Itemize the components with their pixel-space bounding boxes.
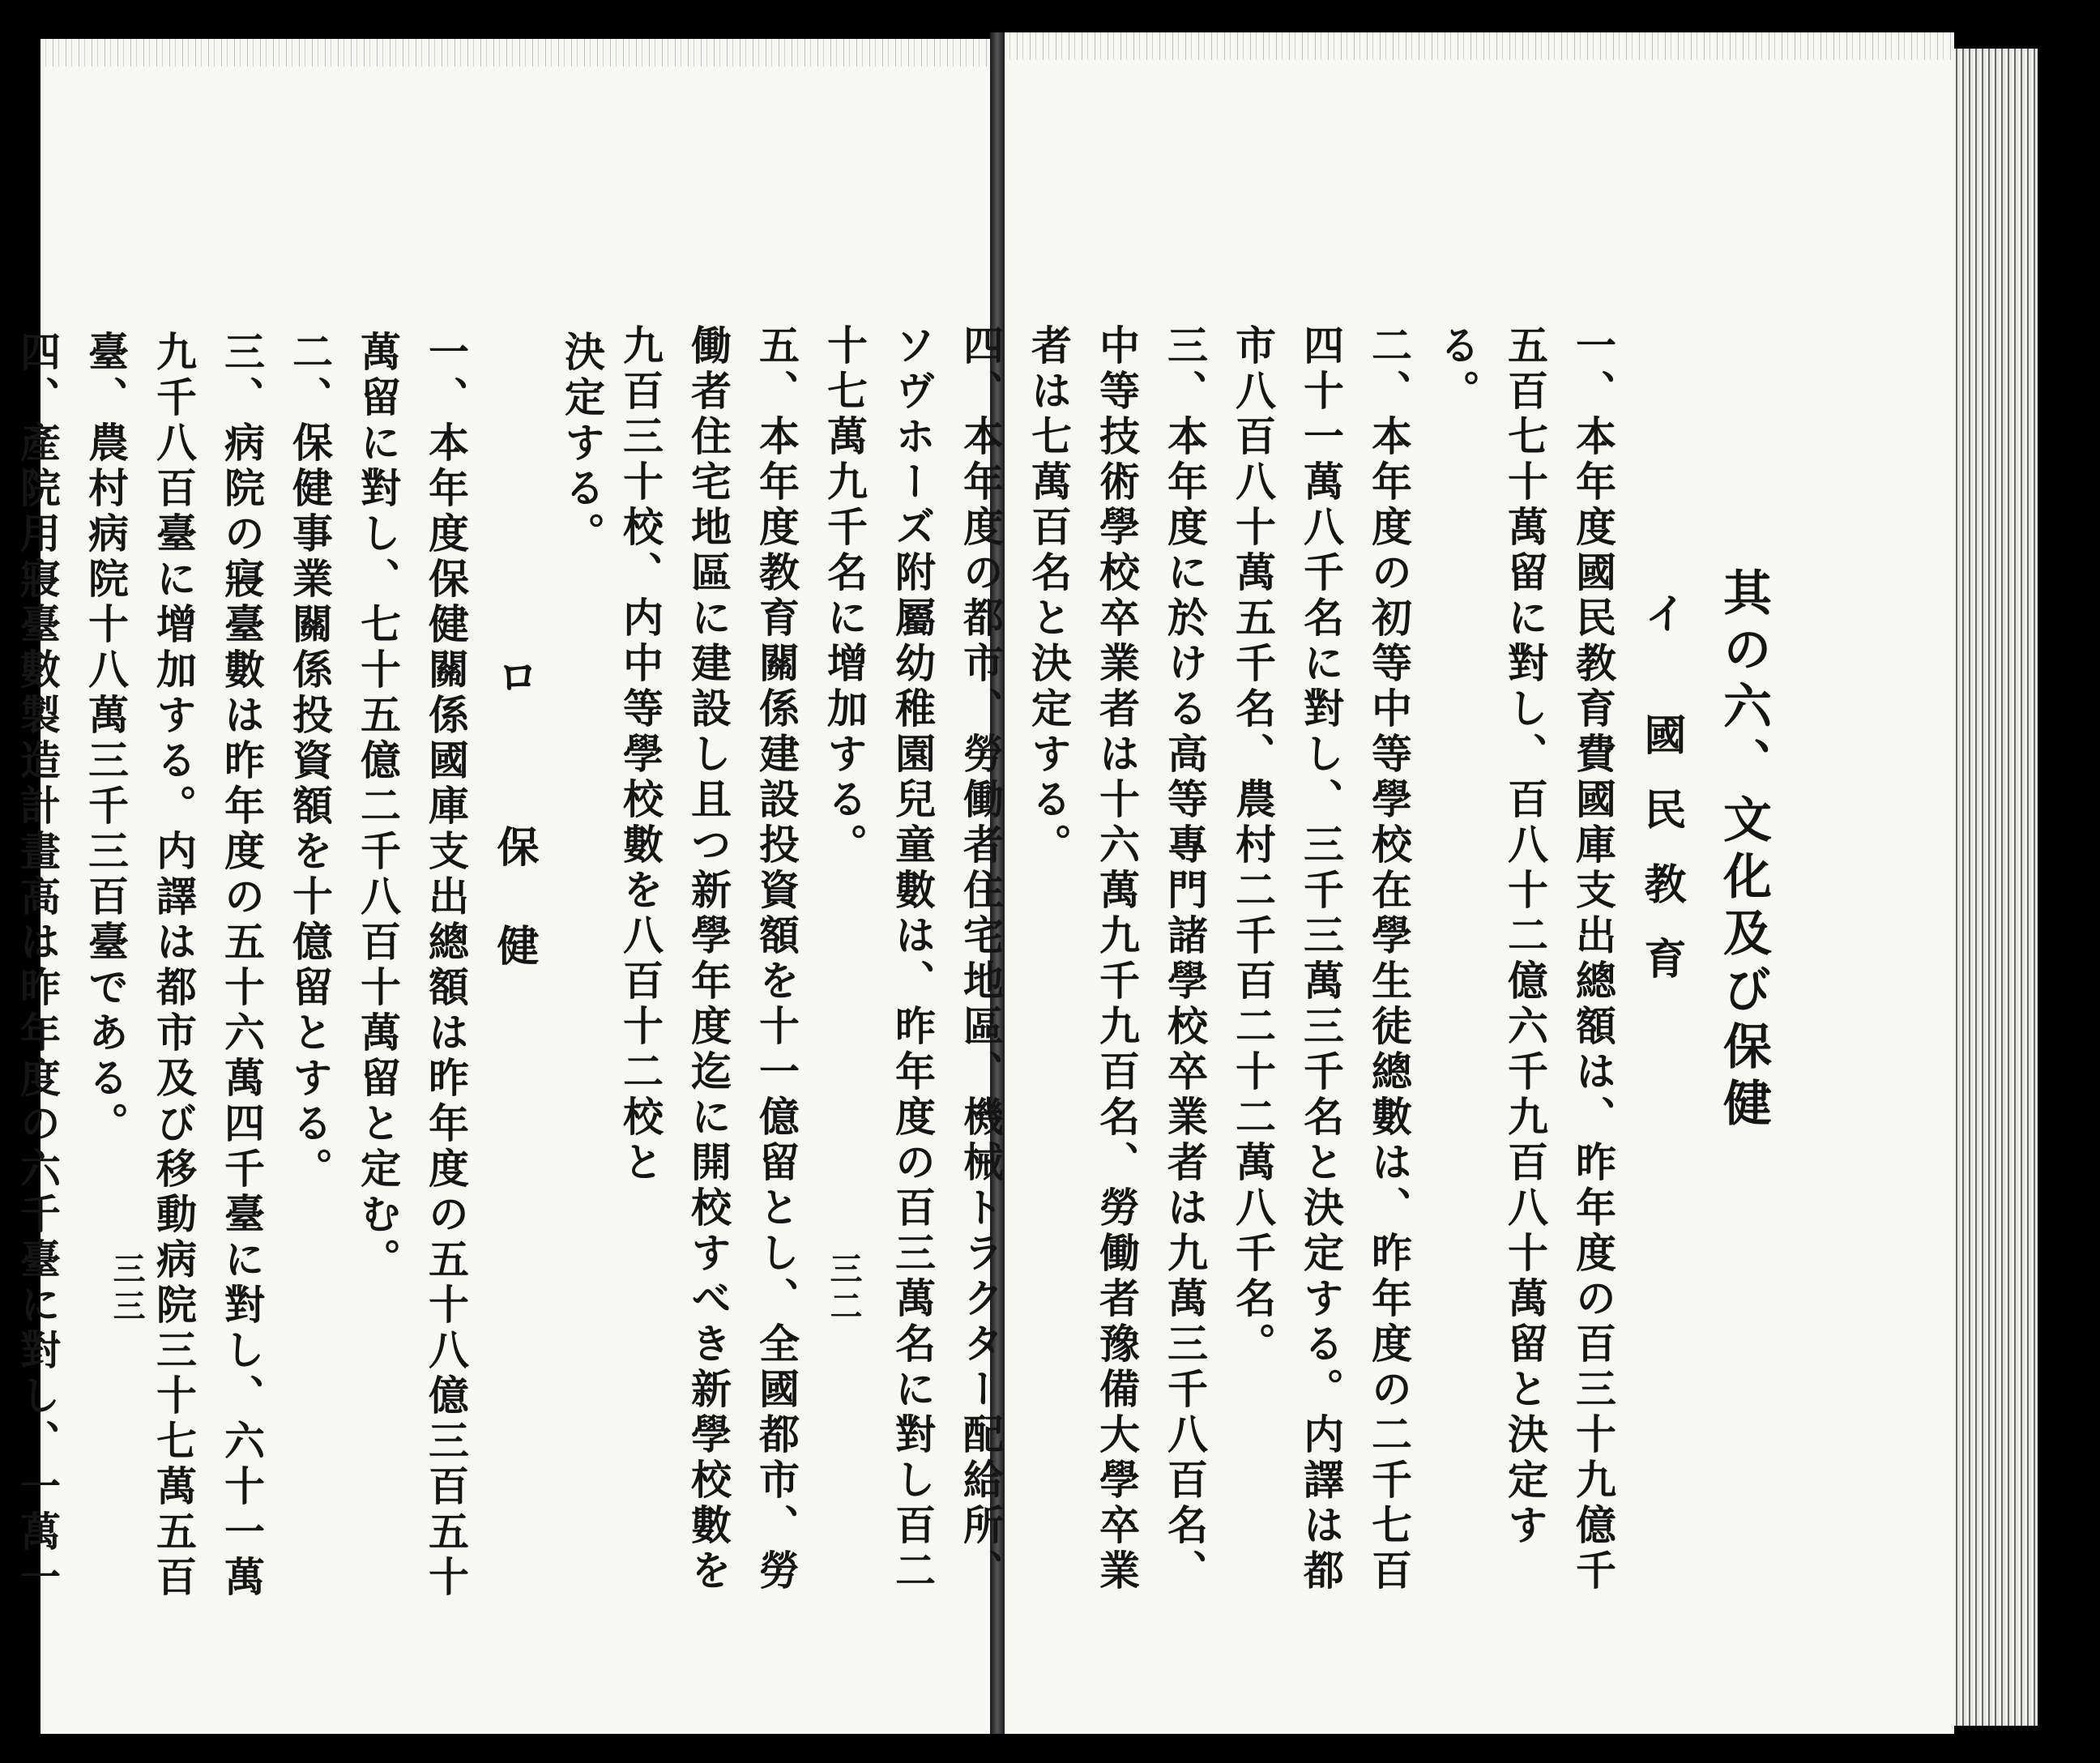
paragraph-3: 三、病院の寢臺數は昨年度の五十六萬四千臺に對し、六十一萬九千八百臺に增加する。内譯は都市及び移動病院三十七萬五百臺、農村病院十八萬三千三百臺である。	[82, 331, 266, 1601]
paragraph-2: 二、本年度の初等中等學校在學生徒總數は、昨年度の二千七百四十一萬八千名に對し、三千三萬三千名と決定する。内譯は都市八百八十萬五千名、農村二千百二十二萬八千名。	[1229, 324, 1413, 1594]
paragraph-2: 二、保健事業關係投資額を十億留とする。	[286, 331, 334, 1193]
paragraph-1: 一、本年度國民教育費國庫支出總額は、昨年度の百三十九億千五百七十萬留に對し、百八十二億六千九百八十萬留と決定する。	[1433, 324, 1617, 1594]
page-number-right: 三二	[825, 1252, 863, 1326]
scan-noise	[41, 39, 990, 66]
page-edges	[1940, 49, 2038, 1726]
paragraph-4: 四、產院用寢臺數製造計畫高は昨年度の六千臺に對し、一萬一	[14, 331, 62, 1601]
paragraph-1: 一、本年度保健關係國庫支出總額は昨年度の五十八億三百五十萬留に對し、七十五億二千八百十萬留と定む。	[354, 331, 470, 1601]
scan-noise	[1005, 32, 1954, 60]
right-page-body	[606, 324, 1792, 1637]
paragraph-4: 四、本年度の都市、勞働者住宅地區、機械トラクター配給所、ソヴホーズ附屬幼稚園兒童數は、昨年度の百三萬名に對し百二十七萬九千名に增加する。	[821, 324, 1005, 1594]
paragraph-3: 三、本年度に於ける高等專門諸學校卒業者は九萬三千八百名、中等技術學校卒業者は十六萬九千九百名、勞働者豫備大學卒業者は七萬百名と決定する。	[1025, 324, 1209, 1594]
chapter-title: 其の六、文化及び保健	[1715, 567, 1772, 1134]
paragraph-5: 五、本年度教育關係建設投資額を十一億留とし、全國都市、勞働者住宅地區に建設し且つ新學年度迄に開校すべき新學校數を九百三十校、内中等學校數を八百十二校と	[617, 324, 800, 1594]
continuation-text: 決定する。	[558, 331, 606, 557]
page-number-left: 三三	[108, 1252, 146, 1326]
left-page-body	[0, 331, 616, 1643]
section-title-kyoiku: イ 國民教育	[1637, 591, 1686, 1012]
section-title-hoken: ロ 保健	[489, 655, 539, 1023]
